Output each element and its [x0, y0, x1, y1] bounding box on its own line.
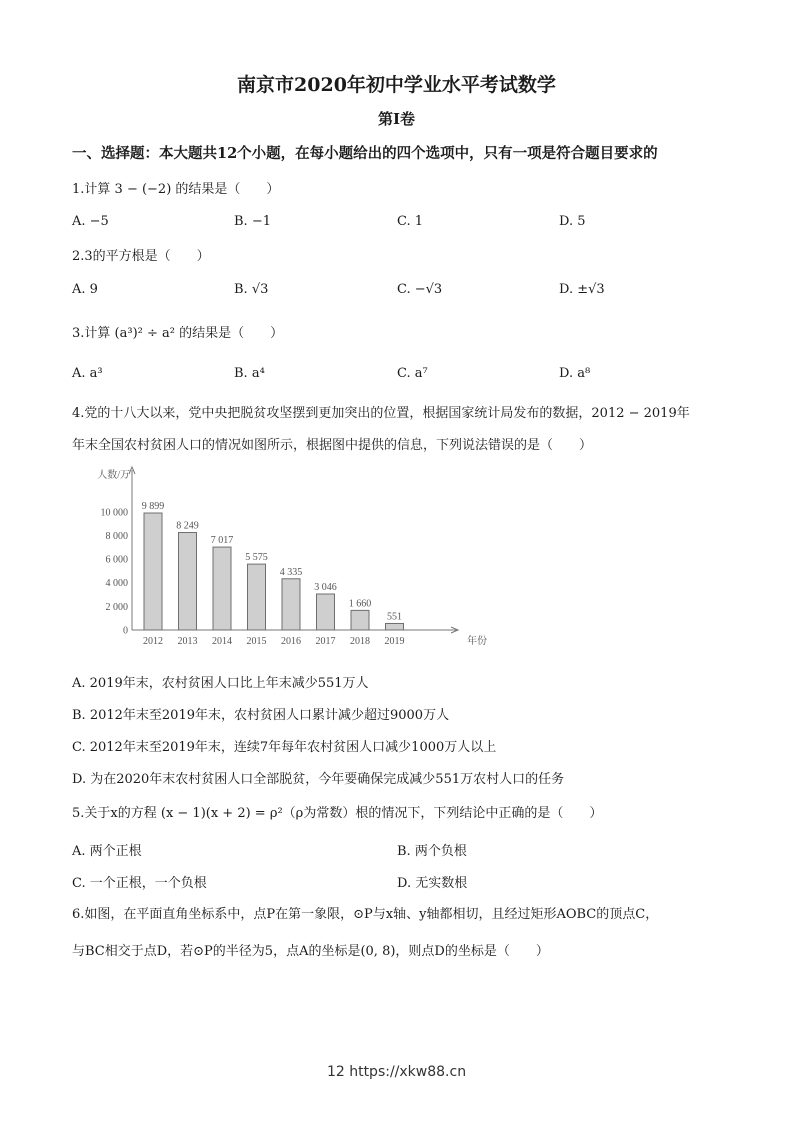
question-1-option-a: A. −5 — [72, 214, 109, 229]
bar-value-label: 8 249 — [176, 520, 199, 532]
question-6-stem-line-2: 与BC相交于点D，若⊙P的半径为5，点A的坐标是(0, 8)，则点D的坐标是（ ） — [72, 944, 549, 959]
page-subtitle: 第Ⅰ卷 — [377, 110, 416, 128]
y-tick-label: 0 — [123, 625, 128, 637]
bar-value-label: 551 — [387, 611, 402, 623]
x-tick-label: 2017 — [315, 636, 336, 647]
question-4-stem-line-2: 年末全国农村贫困人口的情况如图所示，根据图中提供的信息，下列说法错误的是（ ） — [72, 438, 593, 453]
question-2-option-d: D. ±√3 — [559, 282, 605, 297]
question-3-option-c: C. a⁷ — [397, 366, 428, 381]
poverty-population-bar-chart — [70, 462, 487, 652]
question-1-option-d: D. 5 — [559, 214, 586, 229]
y-tick-label: 10 000 — [100, 507, 128, 519]
x-tick-label: 2012 — [143, 636, 163, 647]
bar-value-label: 5 575 — [245, 552, 268, 564]
question-6-stem-line-1: 6.如图，在平面直角坐标系中，点P在第一象限，⊙P与x轴、y轴都相切，且经过矩形AOBC的顶点C， — [72, 907, 659, 922]
question-4-option-b: B. 2012年末至2019年末，农村贫困人口累计减少超过9000万人 — [72, 708, 450, 723]
question-1-stem: 1.计算 3 − (−2) 的结果是（ ） — [72, 182, 280, 197]
question-2-stem: 2.3的平方根是（ ） — [72, 249, 210, 264]
x-tick-label: 2019 — [384, 636, 405, 647]
bar-value-label: 9 899 — [141, 501, 165, 513]
bar-value-label: 3 046 — [314, 582, 337, 594]
question-4-option-d: D. 为在2020年末农村贫困人口全部脱贫，今年要确保完成减少551万农村人口的任务 — [72, 772, 565, 787]
bar — [317, 594, 335, 630]
x-tick-label: 2014 — [212, 636, 232, 647]
question-3-option-a: A. a³ — [72, 366, 103, 381]
bar — [213, 547, 231, 630]
question-4-option-a: A. 2019年末，农村贫困人口比上年末减少551万人 — [72, 676, 369, 691]
question-5-option-d: D. 无实数根 — [397, 876, 468, 891]
y-tick-label: 6 000 — [105, 554, 128, 566]
x-tick-label: 2013 — [177, 636, 198, 647]
bar-value-label: 1 660 — [348, 598, 372, 610]
bar — [386, 623, 404, 630]
y-tick-label: 2 000 — [105, 601, 128, 613]
y-axis-label: 人数/万 — [97, 470, 130, 481]
question-4-stem-line-1: 4.党的十八大以来，党中央把脱贫攻坚摆到更加突出的位置，根据国家统计局发布的数据，2012 − 2019年 — [72, 406, 690, 421]
x-tick-label: 2018 — [350, 636, 370, 647]
y-tick-label: 8 000 — [105, 530, 128, 542]
bar — [248, 564, 266, 630]
question-3-option-b: B. a⁴ — [234, 366, 265, 381]
question-2-option-b: B. √3 — [234, 282, 269, 297]
question-5-option-b: B. 两个负根 — [397, 844, 467, 859]
bar — [351, 610, 369, 630]
question-5-stem: 5.关于x的方程 (x − 1)(x + 2) = ρ²（ρ为常数）根的情况下，下列结论中正确的是（ ） — [72, 806, 603, 821]
bar — [282, 579, 300, 630]
y-tick-label: 4 000 — [105, 578, 128, 590]
question-2-option-a: A. 9 — [72, 282, 98, 297]
question-3-option-d: D. a⁸ — [559, 366, 591, 381]
question-1-option-b: B. −1 — [234, 214, 271, 229]
section-heading: 一、选择题：本大题共12个小题，在每小题给出的四个选项中，只有一项是符合题目要求的 — [72, 145, 658, 162]
x-tick-label: 2015 — [246, 636, 267, 647]
bar-value-label: 4 335 — [279, 566, 303, 578]
x-tick-label: 2016 — [281, 636, 301, 647]
question-5-option-c: C. 一个正根，一个负根 — [72, 876, 207, 891]
question-1-option-c: C. 1 — [397, 214, 424, 229]
bar — [144, 513, 162, 630]
x-axis-label: 年份 — [467, 636, 487, 647]
page-title: 南京市2020年初中学业水平考试数学 — [237, 74, 556, 96]
bar-value-label: 7 017 — [210, 535, 234, 547]
question-3-stem: 3.计算 (a³)² ÷ a² 的结果是（ ） — [72, 326, 284, 341]
question-2-option-c: C. −√3 — [397, 282, 443, 297]
bar — [179, 533, 197, 630]
question-5-option-a: A. 两个正根 — [72, 844, 142, 859]
question-4-option-c: C. 2012年末至2019年末，连续7年每年农村贫困人口减少1000万人以上 — [72, 740, 497, 755]
page-footer: 12 https://xkw88.cn — [326, 1064, 467, 1080]
